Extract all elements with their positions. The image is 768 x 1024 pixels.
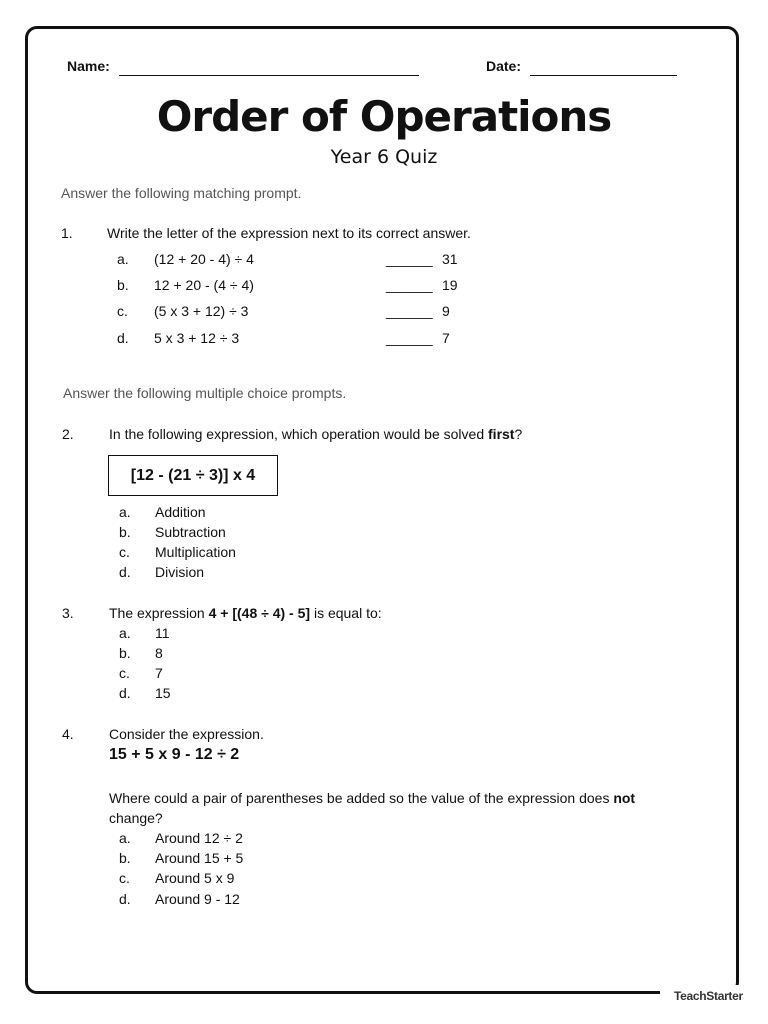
section2-instruction: Answer the following multiple choice prompts.	[63, 385, 347, 401]
name-label: Name:	[67, 58, 110, 74]
q4-option-a[interactable]: Around 12 ÷ 2	[155, 830, 243, 846]
date-line[interactable]	[530, 58, 677, 76]
q3-number: 3.	[62, 605, 74, 621]
q3-option-d[interactable]: 15	[155, 685, 171, 701]
q1-answer: 9	[442, 303, 450, 319]
q4-option-letter: c.	[119, 870, 130, 886]
q3-option-letter: c.	[119, 665, 130, 681]
q1-expression: 5 x 3 + 12 ÷ 3	[154, 330, 240, 346]
q4-text: Consider the expression.	[109, 726, 264, 742]
q1-expression: (12 + 20 - 4) ÷ 4	[154, 251, 254, 267]
q1-letter: d.	[117, 330, 129, 346]
q1-answer: 31	[442, 251, 458, 267]
q4-expression: 15 + 5 x 9 - 12 ÷ 2	[109, 746, 240, 763]
q2-option-letter: d.	[119, 564, 131, 580]
q1-blank[interactable]: ______	[386, 303, 433, 319]
q2-option-letter: b.	[119, 524, 131, 540]
date-label: Date:	[486, 58, 522, 74]
q2-option-b[interactable]: Subtraction	[155, 524, 226, 540]
q4-option-letter: d.	[119, 891, 131, 907]
q4-option-d[interactable]: Around 9 - 12	[155, 891, 240, 907]
q4-option-letter: a.	[119, 830, 131, 846]
q1-blank[interactable]: ______	[386, 251, 433, 267]
q4-option-c[interactable]: Around 5 x 9	[155, 870, 235, 886]
q4-number: 4.	[62, 726, 74, 742]
q3-option-c[interactable]: 7	[155, 665, 163, 681]
q1-blank[interactable]: ______	[386, 277, 433, 293]
q3-option-b[interactable]: 8	[155, 645, 163, 661]
q3-option-a[interactable]: 11	[155, 625, 170, 641]
q2-option-d[interactable]: Division	[155, 564, 205, 580]
q2-option-letter: c.	[119, 544, 130, 560]
q3-text: The expression 4 + [(48 ÷ 4) - 5] is equal to:	[109, 605, 382, 621]
q2-option-c[interactable]: Multiplication	[155, 544, 236, 560]
q4-prompt: Where could a pair of parentheses be added so the value of the expression does not	[109, 790, 636, 806]
q1-expression: 12 + 20 - (4 ÷ 4)	[154, 277, 254, 293]
q4-prompt-continued: change?	[109, 810, 163, 826]
name-line[interactable]	[119, 58, 419, 76]
q4-option-letter: b.	[119, 850, 131, 866]
q1-letter: b.	[117, 277, 129, 293]
q2-text: In the following expression, which operation would be solved first?	[109, 426, 523, 442]
q1-letter: a.	[117, 251, 129, 267]
q1-text: Write the letter of the expression next to its correct answer.	[107, 225, 471, 241]
q2-option-letter: a.	[119, 504, 131, 520]
page-title: Order of Operations	[156, 92, 612, 141]
q1-number: 1.	[61, 225, 73, 241]
worksheet-border	[25, 26, 739, 994]
page-subtitle: Year 6 Quiz	[330, 146, 438, 168]
section1-instruction: Answer the following matching prompt.	[61, 185, 302, 201]
q1-answer: 7	[442, 330, 450, 346]
q2-expression-box: [12 - (21 ÷ 3)] x 4	[108, 455, 278, 496]
q2-number: 2.	[62, 426, 74, 442]
q3-option-letter: b.	[119, 645, 131, 661]
q3-option-letter: a.	[119, 625, 131, 641]
q2-option-a[interactable]: Addition	[155, 504, 206, 520]
q1-blank[interactable]: ______	[386, 330, 433, 346]
teachstarter-logo: TeachStarter	[674, 989, 743, 1003]
q3-option-letter: d.	[119, 685, 131, 701]
q1-expression: (5 x 3 + 12) ÷ 3	[154, 303, 249, 319]
q4-option-b[interactable]: Around 15 + 5	[155, 850, 244, 866]
q1-answer: 19	[442, 277, 458, 293]
q1-letter: c.	[117, 303, 128, 319]
